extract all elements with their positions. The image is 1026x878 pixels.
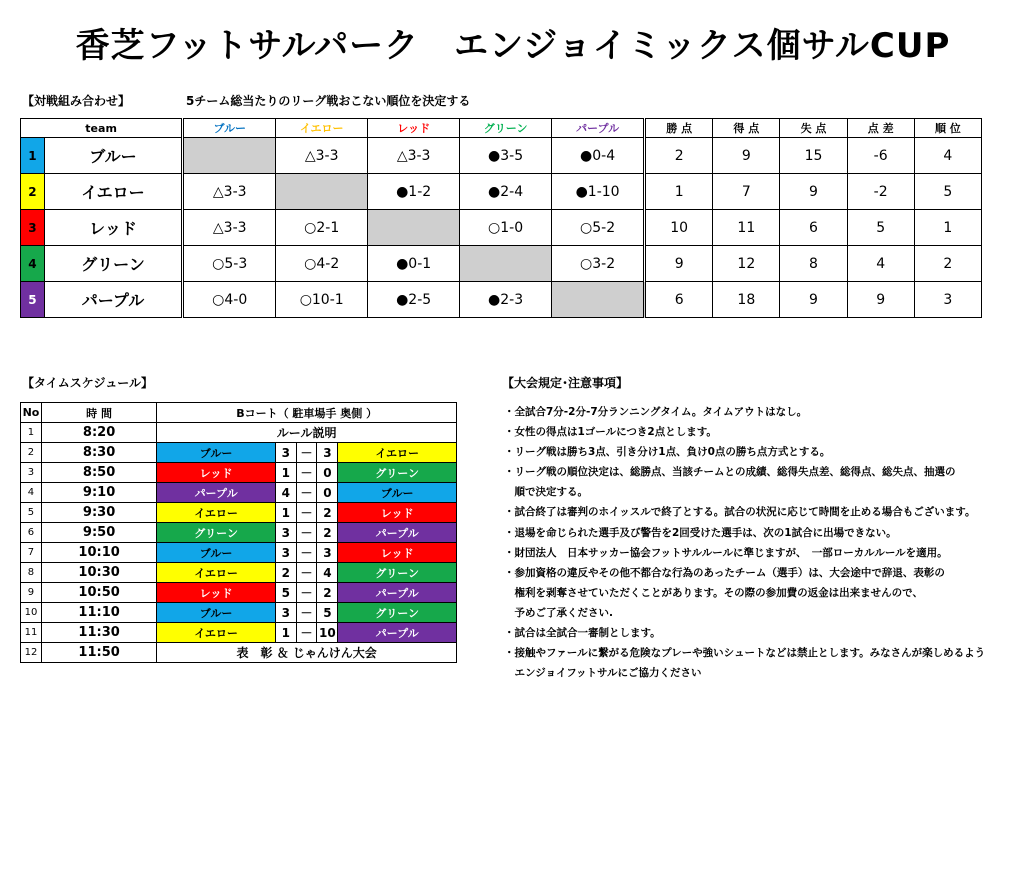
rule-line: ・退場を命じられた選手及び警告を2回受けた選手は、次の1試合に出場できない。 [504,526,897,539]
match-result: ●3-5 [460,138,552,174]
match-result: ○4-2 [276,246,368,282]
home-team: レッド [157,583,276,603]
team-stat: 18 [713,282,780,318]
league-row [21,210,982,246]
match-time: 9:50 [41,523,156,543]
match-number: 11 [21,623,42,643]
team-number: 4 [21,246,45,282]
team-stat: 6 [645,282,713,318]
home-score: 1 [275,623,296,643]
match-number: 4 [21,483,42,503]
away-team: グリーン [338,463,457,483]
header-court: Bコート（ 駐車場手 奥側 ） [157,403,457,423]
team-stat: 5 [914,174,981,210]
match-result: ●1-10 [552,174,645,210]
schedule-row [21,443,457,463]
match-time: 11:10 [41,603,156,623]
schedule-row [21,603,457,623]
team-stat: 1 [914,210,981,246]
match-result: ●0-1 [368,246,460,282]
away-team: ブルー [338,483,457,503]
match-time: 10:50 [41,583,156,603]
schedule-row [21,463,457,483]
header-no: No [21,403,42,423]
team-number: 3 [21,210,45,246]
home-team: イエロー [157,503,276,523]
schedule-table [20,402,457,663]
team-name: グリーン [44,246,182,282]
schedule-row [21,583,457,603]
home-team: パープル [157,483,276,503]
schedule-row [21,423,457,443]
team-stat: 1 [645,174,713,210]
schedule-header-row [21,403,457,423]
header-stat: 点 差 [847,119,914,138]
rule-line: エンジョイフットサルにご協力ください [504,667,702,680]
home-score: 3 [275,603,296,623]
score-separator: － [296,483,317,503]
league-table [20,118,982,318]
team-stat: -2 [847,174,914,210]
match-time: 11:50 [41,643,156,663]
team-stat: 3 [914,282,981,318]
league-row [21,246,982,282]
rule-line: ・接触やファールに繋がる危険なプレーや強いシュートなどは禁止とします。みなさんが楽しめるよう [504,647,986,660]
league-section-note: 5チーム総当たりのリーグ戦おこない順位を決定する [186,94,471,108]
team-stat: 4 [914,138,981,174]
rule-line: ・全試合7分-2分-7分ランニングタイム。タイムアウトはなし。 [504,406,808,418]
page-title: 香芝フットサルパーク エンジョイミックス個サルCUP [75,26,951,66]
header-stat: 勝 点 [645,119,713,138]
match-result: △3-3 [183,174,276,210]
match-number: 3 [21,463,42,483]
score-separator: － [296,563,317,583]
away-team: レッド [338,503,457,523]
rule-line: ・試合終了は審判のホイッスルで終了とする。試合の状況に応じて時間を止める場合もございます。 [504,506,976,519]
self-match-cell [183,138,276,174]
team-stat: 4 [847,246,914,282]
league-section-label: 【対戦組み合わせ】 [22,94,131,108]
away-score: 4 [317,563,338,583]
team-number: 2 [21,174,45,210]
rule-line: 権利を剥奪させていただくことがあります。その際の参加費の返金は出来ませんので、 [504,586,923,599]
team-name: パープル [44,282,182,318]
home-score: 2 [275,563,296,583]
rule-line: ・リーグ戦は勝ち3点、引き分け1点、負け0点の勝ち点方式とする。 [504,446,831,459]
team-stat: 9 [780,282,847,318]
team-name: イエロー [44,174,182,210]
header-team-col: レッド [368,119,460,138]
schedule-row [21,543,457,563]
team-number: 1 [21,138,45,174]
match-result: △3-3 [368,138,460,174]
header-stat: 得 点 [713,119,780,138]
match-result: ○5-3 [183,246,276,282]
away-score: 2 [317,583,338,603]
match-time: 8:50 [41,463,156,483]
match-result: ●2-3 [460,282,552,318]
header-time: 時 間 [41,403,156,423]
league-row [21,138,982,174]
rules-list [504,402,1022,683]
self-match-cell [460,246,552,282]
match-result: ○2-1 [276,210,368,246]
schedule-row [21,623,457,643]
match-result: ●2-4 [460,174,552,210]
rule-line: ・試合は全試合一審制とします。 [504,627,661,640]
away-score: 3 [317,543,338,563]
league-row [21,282,982,318]
match-result: ●1-2 [368,174,460,210]
rule-line: 順で決定する。 [504,486,588,499]
score-separator: － [296,583,317,603]
home-score: 3 [275,443,296,463]
rule-line: ・女性の得点は1ゴールにつき2点とします。 [504,426,717,439]
home-score: 1 [275,503,296,523]
score-separator: － [296,443,317,463]
team-number: 5 [21,282,45,318]
home-team: ブルー [157,543,276,563]
team-stat: 12 [713,246,780,282]
home-team: イエロー [157,623,276,643]
away-team: イエロー [338,443,457,463]
schedule-row [21,643,457,663]
away-score: 2 [317,503,338,523]
away-team: パープル [338,583,457,603]
self-match-cell [552,282,645,318]
away-team: パープル [338,623,457,643]
header-team-col: グリーン [460,119,552,138]
header-team-col: ブルー [183,119,276,138]
score-separator: － [296,463,317,483]
team-stat: 7 [713,174,780,210]
match-time: 8:20 [41,423,156,443]
match-result: ●2-5 [368,282,460,318]
team-stat: 11 [713,210,780,246]
away-score: 5 [317,603,338,623]
away-team: グリーン [338,563,457,583]
header-stat: 失 点 [780,119,847,138]
match-number: 10 [21,603,42,623]
schedule-row [21,483,457,503]
match-number: 8 [21,563,42,583]
home-score: 5 [275,583,296,603]
match-time: 8:30 [41,443,156,463]
match-number: 6 [21,523,42,543]
team-stat: 5 [847,210,914,246]
away-score: 0 [317,463,338,483]
header-team: team [21,119,183,138]
header-stat: 順 位 [914,119,981,138]
home-team: ブルー [157,443,276,463]
header-team-col: パープル [552,119,645,138]
score-separator: － [296,603,317,623]
schedule-row [21,523,457,543]
team-stat: 9 [645,246,713,282]
match-number: 12 [21,643,42,663]
rule-line: ・参加資格の違反やその他不都合な行為のあったチーム（選手）は、大会途中で辞退、表彰の [504,566,945,579]
away-team: グリーン [338,603,457,623]
schedule-event: ルール説明 [157,423,457,443]
rule-line: ・リーグ戦の順位決定は、総勝点、当該チームとの成績、総得失点差、総得点、総失点、抽選の [504,466,956,479]
score-separator: － [296,523,317,543]
home-score: 1 [275,463,296,483]
rule-line: 予めご了承ください. [504,606,613,619]
schedule-event: 表 彰 ＆ じゃんけん大会 [157,643,457,663]
team-name: レッド [44,210,182,246]
schedule-section-label: 【タイムスケジュール】 [22,376,154,390]
away-score: 2 [317,523,338,543]
home-team: ブルー [157,603,276,623]
match-time: 10:10 [41,543,156,563]
away-score: 10 [317,623,338,643]
home-team: グリーン [157,523,276,543]
header-team-col: イエロー [276,119,368,138]
team-name: ブルー [44,138,182,174]
score-separator: － [296,543,317,563]
league-header-row [21,119,982,138]
team-stat: 2 [645,138,713,174]
match-time: 9:30 [41,503,156,523]
schedule-row [21,563,457,583]
team-stat: 9 [780,174,847,210]
match-result: ○10-1 [276,282,368,318]
home-team: レッド [157,463,276,483]
team-stat: 15 [780,138,847,174]
match-number: 9 [21,583,42,603]
score-separator: － [296,503,317,523]
score-separator: － [296,623,317,643]
match-result: ○5-2 [552,210,645,246]
away-score: 0 [317,483,338,503]
match-number: 5 [21,503,42,523]
rule-line: ・財団法人 日本サッカー協会フットサルルールに準じますが、 一部ローカルルールを適用。 [504,546,948,559]
team-stat: 9 [713,138,780,174]
match-number: 2 [21,443,42,463]
team-stat: 2 [914,246,981,282]
home-score: 3 [275,523,296,543]
rules-section-label: 【大会規定･注意事項】 [502,376,629,390]
match-time: 9:10 [41,483,156,503]
self-match-cell [368,210,460,246]
match-number: 7 [21,543,42,563]
match-time: 11:30 [41,623,156,643]
team-stat: 10 [645,210,713,246]
self-match-cell [276,174,368,210]
home-score: 3 [275,543,296,563]
team-stat: 9 [847,282,914,318]
away-score: 3 [317,443,338,463]
team-stat: -6 [847,138,914,174]
match-result: △3-3 [183,210,276,246]
team-stat: 6 [780,210,847,246]
league-row [21,174,982,210]
match-result: ●0-4 [552,138,645,174]
match-time: 10:30 [41,563,156,583]
team-stat: 8 [780,246,847,282]
home-score: 4 [275,483,296,503]
away-team: パープル [338,523,457,543]
home-team: イエロー [157,563,276,583]
away-team: レッド [338,543,457,563]
schedule-row [21,503,457,523]
match-result: △3-3 [276,138,368,174]
match-number: 1 [21,423,42,443]
match-result: ○1-0 [460,210,552,246]
match-result: ○4-0 [183,282,276,318]
match-result: ○3-2 [552,246,645,282]
